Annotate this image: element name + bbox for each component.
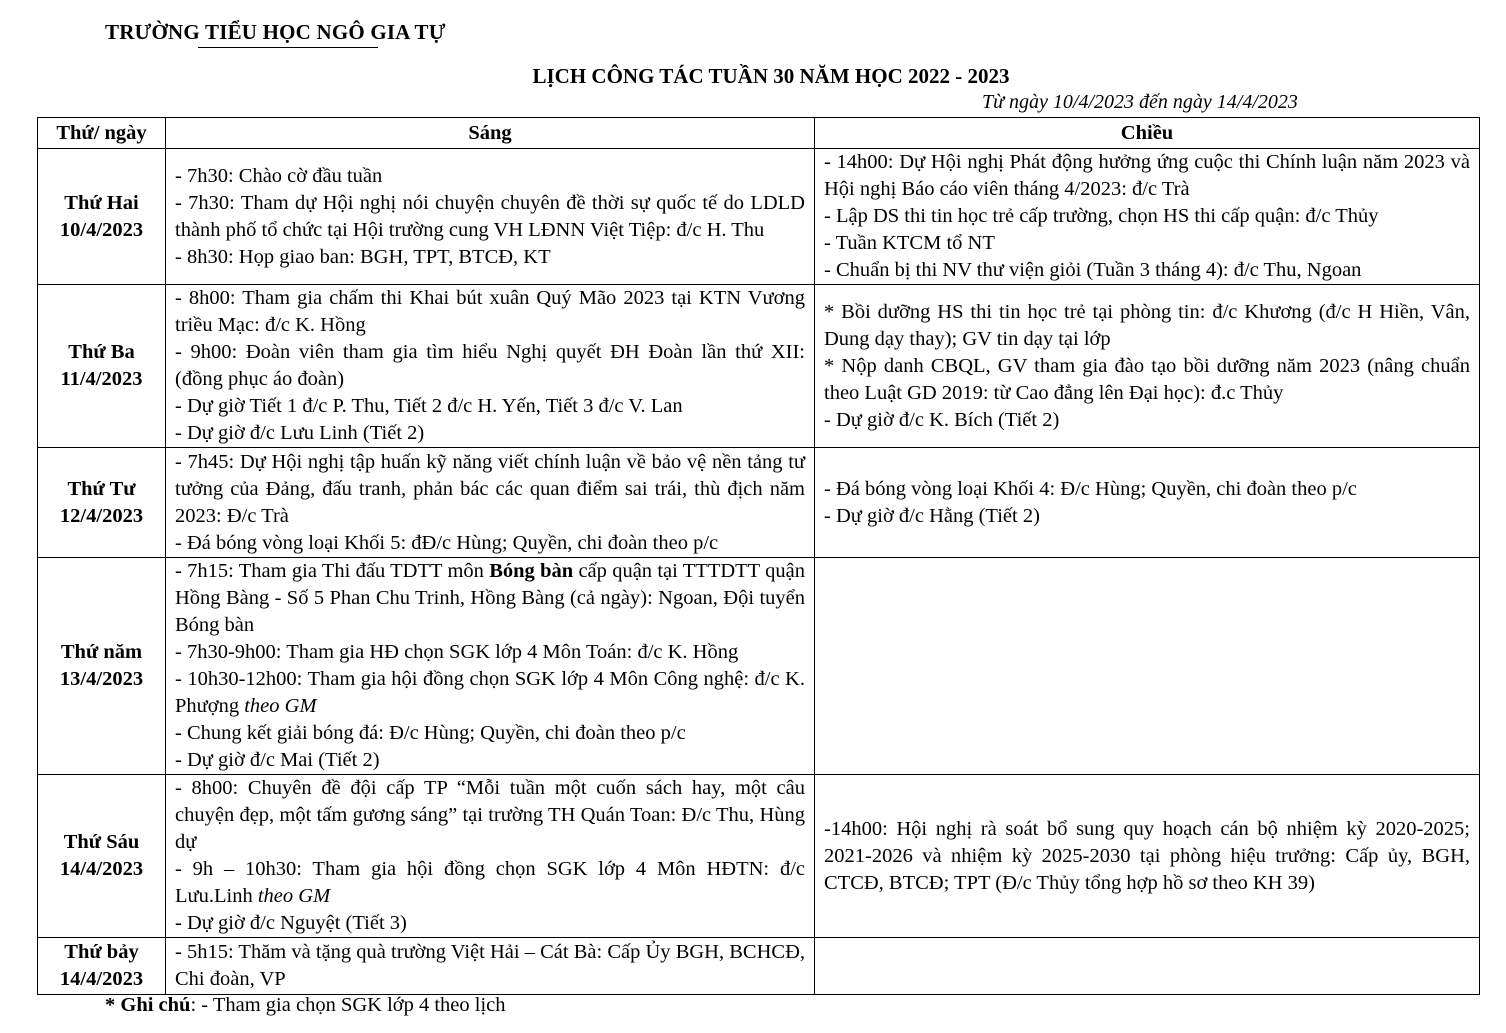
column-header-afternoon: Chiều xyxy=(815,118,1480,149)
day-cell xyxy=(38,775,166,938)
schedule-item: - Chung kết giải bóng đá: Đ/c Hùng; Quyền, chi đoàn theo p/c xyxy=(175,722,686,744)
day-date: 10/4/2023 xyxy=(59,218,144,241)
date-range: Từ ngày 10/4/2023 đến ngày 14/4/2023 xyxy=(982,91,1298,113)
footnote-label: * Ghi chú xyxy=(105,994,191,1016)
morning-cell xyxy=(166,285,815,448)
day-name: Thứ bảy xyxy=(64,941,139,963)
schedule-item: * Nộp danh CBQL, GV tham gia đào tạo bồi dưỡng năm 2023 (nâng chuẩn theo Luật GD 2019: từ Cao đẳng lên Đại học): đ.c Thủy xyxy=(824,354,1470,404)
day-cell xyxy=(38,448,166,558)
schedule-item: - Dự giờ đ/c K. Bích (Tiết 2) xyxy=(824,408,1060,431)
table-header-row xyxy=(38,118,1480,149)
schedule-item: - Dự giờ đ/c Mai (Tiết 2) xyxy=(175,749,380,771)
item-italic: theo GM xyxy=(257,885,331,907)
day-date: 14/4/2023 xyxy=(59,858,144,880)
morning-cell xyxy=(166,938,815,995)
page-title: LỊCH CÔNG TÁC TUẦN 30 NĂM HỌC 2022 - 2023 xyxy=(532,64,1010,88)
day-name: Thứ Tư xyxy=(67,477,136,500)
table-row xyxy=(38,775,1480,938)
day-date: 11/4/2023 xyxy=(60,368,143,390)
table-row xyxy=(38,149,1480,285)
item-text: - 9h – 10h30: Tham gia hội đồng chọn SGK lớp 4 Môn HĐTN: đ/c Lưu.Linh xyxy=(175,858,805,907)
item-text: - 7h15: Tham gia Thi đấu TDTT môn xyxy=(175,560,490,582)
afternoon-cell xyxy=(815,558,1480,775)
column-header-day: Thứ/ ngày xyxy=(38,118,166,149)
item-emphasis: Bóng bàn xyxy=(489,560,574,582)
school-name-underline xyxy=(198,47,378,48)
morning-cell xyxy=(166,448,815,558)
day-cell xyxy=(38,149,166,285)
schedule-item: -14h00: Hội nghị rà soát bổ sung quy hoạch cán bộ nhiệm kỳ 2020-2025; 2021-2026 và nhiệm kỳ 2025-2030 tại phòng hiệu trưởng: Cấp ủy, BGH, CTCĐ, BTCĐ; TPT (Đ/c Thủy tổng hợp hồ sơ theo KH 39) xyxy=(824,817,1470,894)
schedule-item: - 14h00: Dự Hội nghị Phát động hưởng ứng cuộc thi Chính luận năm 2023 và Hội nghị Báo cáo viên tháng 4/2023: đ/c Trà xyxy=(824,151,1470,200)
day-date: 12/4/2023 xyxy=(59,504,144,527)
schedule-item xyxy=(175,856,805,910)
schedule-item xyxy=(175,558,805,639)
morning-cell xyxy=(166,775,815,938)
morning-cell xyxy=(166,558,815,775)
morning-cell xyxy=(166,149,815,285)
schedule-item: * Bồi dưỡng HS thi tin học trẻ tại phòng tin: đ/c Khương (đ/c H Hiền, Vân, Dung dạy thay); GV tin dạy tại lớp xyxy=(824,300,1470,350)
schedule-table xyxy=(37,117,1480,995)
schedule-item: - Đá bóng vòng loại Khối 4: Đ/c Hùng; Quyền, chi đoàn theo p/c xyxy=(824,477,1357,500)
schedule-item: - 8h30: Họp giao ban: BGH, TPT, BTCĐ, KT xyxy=(175,245,551,268)
footnote xyxy=(105,994,506,1017)
day-name: Thứ Sáu xyxy=(63,831,140,853)
schedule-item: - Chuẩn bị thi NV thư viện giỏi (Tuần 3 tháng 4): đ/c Thu, Ngoan xyxy=(824,259,1362,281)
afternoon-cell xyxy=(815,775,1480,938)
afternoon-cell xyxy=(815,938,1480,995)
schedule-item: - Đá bóng vòng loại Khối 5: đĐ/c Hùng; Quyền, chi đoàn theo p/c xyxy=(175,531,719,554)
schedule-item: - Dự giờ đ/c Lưu Linh (Tiết 2) xyxy=(175,422,425,444)
schedule-item: - 9h00: Đoàn viên tham gia tìm hiểu Nghị quyết ĐH Đoàn lần thứ XII: (đồng phục áo đoàn) xyxy=(175,341,805,390)
schedule-item: - 7h30-9h00: Tham gia HĐ chọn SGK lớp 4 Môn Toán: đ/c K. Hồng xyxy=(175,641,739,663)
column-header-morning: Sáng xyxy=(166,118,815,149)
schedule-item: - 5h15: Thăm và tặng quà trường Việt Hải – Cát Bà: Cấp Ủy BGH, BCHCĐ, Chi đoàn, VP xyxy=(175,941,805,990)
schedule-item: - 8h00: Chuyên đề đội cấp TP “Mỗi tuần một cuốn sách hay, một câu chuyện đẹp, một tấm gương sáng” tại trường TH Quán Toan: Đ/c Thu, Hùng dự xyxy=(175,777,805,853)
day-cell xyxy=(38,285,166,448)
item-text: cấp quận tại TTTDTT quận Hồng Bàng - Số 5 Phan Chu Trinh, Hồng Bàng (cả ngày): Ngoan, Đội tuyển Bóng bàn xyxy=(175,560,805,636)
schedule-item: - Lập DS thi tin học trẻ cấp trường, chọn HS thi cấp quận: đ/c Thủy xyxy=(824,205,1379,227)
schedule-item: - Dự giờ Tiết 1 đ/c P. Thu, Tiết 2 đ/c H. Yến, Tiết 3 đ/c V. Lan xyxy=(175,395,683,417)
schedule-item: - 8h00: Tham gia chấm thi Khai bút xuân Quý Mão 2023 tại KTN Vương triều Mạc: đ/c K. Hồng xyxy=(175,287,805,336)
item-text: - 10h30-12h00: Tham gia hội đồng chọn SGK lớp 4 Môn Công nghệ: đ/c K. Phượng xyxy=(175,668,805,717)
schedule-item: - 7h30: Chào cờ đầu tuần xyxy=(175,164,383,187)
schedule-item: - 7h30: Tham dự Hội nghị nói chuyện chuyên đề thời sự quốc tế do LDLD thành phố tổ chức tại Hội trường cung VH LĐNN Việt Tiệp: đ/c H. Thu xyxy=(175,191,805,241)
afternoon-cell xyxy=(815,448,1480,558)
table-row xyxy=(38,558,1480,775)
schedule-item: - Dự giờ đ/c Nguyệt (Tiết 3) xyxy=(175,912,407,934)
schedule-item: - Dự giờ đ/c Hằng (Tiết 2) xyxy=(824,504,1040,527)
schedule-item: - Tuần KTCM tổ NT xyxy=(824,232,995,254)
day-name: Thứ Hai xyxy=(64,191,139,214)
footnote-text: : - Tham gia chọn SGK lớp 4 theo lịch xyxy=(190,994,506,1016)
item-italic: theo GM xyxy=(244,695,317,717)
day-name: Thứ năm xyxy=(60,641,143,663)
day-cell xyxy=(38,558,166,775)
table-row xyxy=(38,448,1480,558)
afternoon-cell xyxy=(815,149,1480,285)
afternoon-cell xyxy=(815,285,1480,448)
day-cell xyxy=(38,938,166,995)
school-name: TRƯỜNG TIỂU HỌC NGÔ GIA TỰ xyxy=(105,20,446,44)
table-row xyxy=(38,938,1480,995)
day-name: Thứ Ba xyxy=(68,341,135,363)
schedule-item: - 7h45: Dự Hội nghị tập huấn kỹ năng viết chính luận về bảo vệ nền tảng tư tưởng của Đảng, đấu tranh, phản bác các quan điểm sai trái, thù địch năm 2023: Đ/c Trà xyxy=(175,450,805,527)
table-row xyxy=(38,285,1480,448)
day-date: 13/4/2023 xyxy=(59,668,144,690)
schedule-item xyxy=(175,666,805,720)
day-date: 14/4/2023 xyxy=(59,968,144,990)
